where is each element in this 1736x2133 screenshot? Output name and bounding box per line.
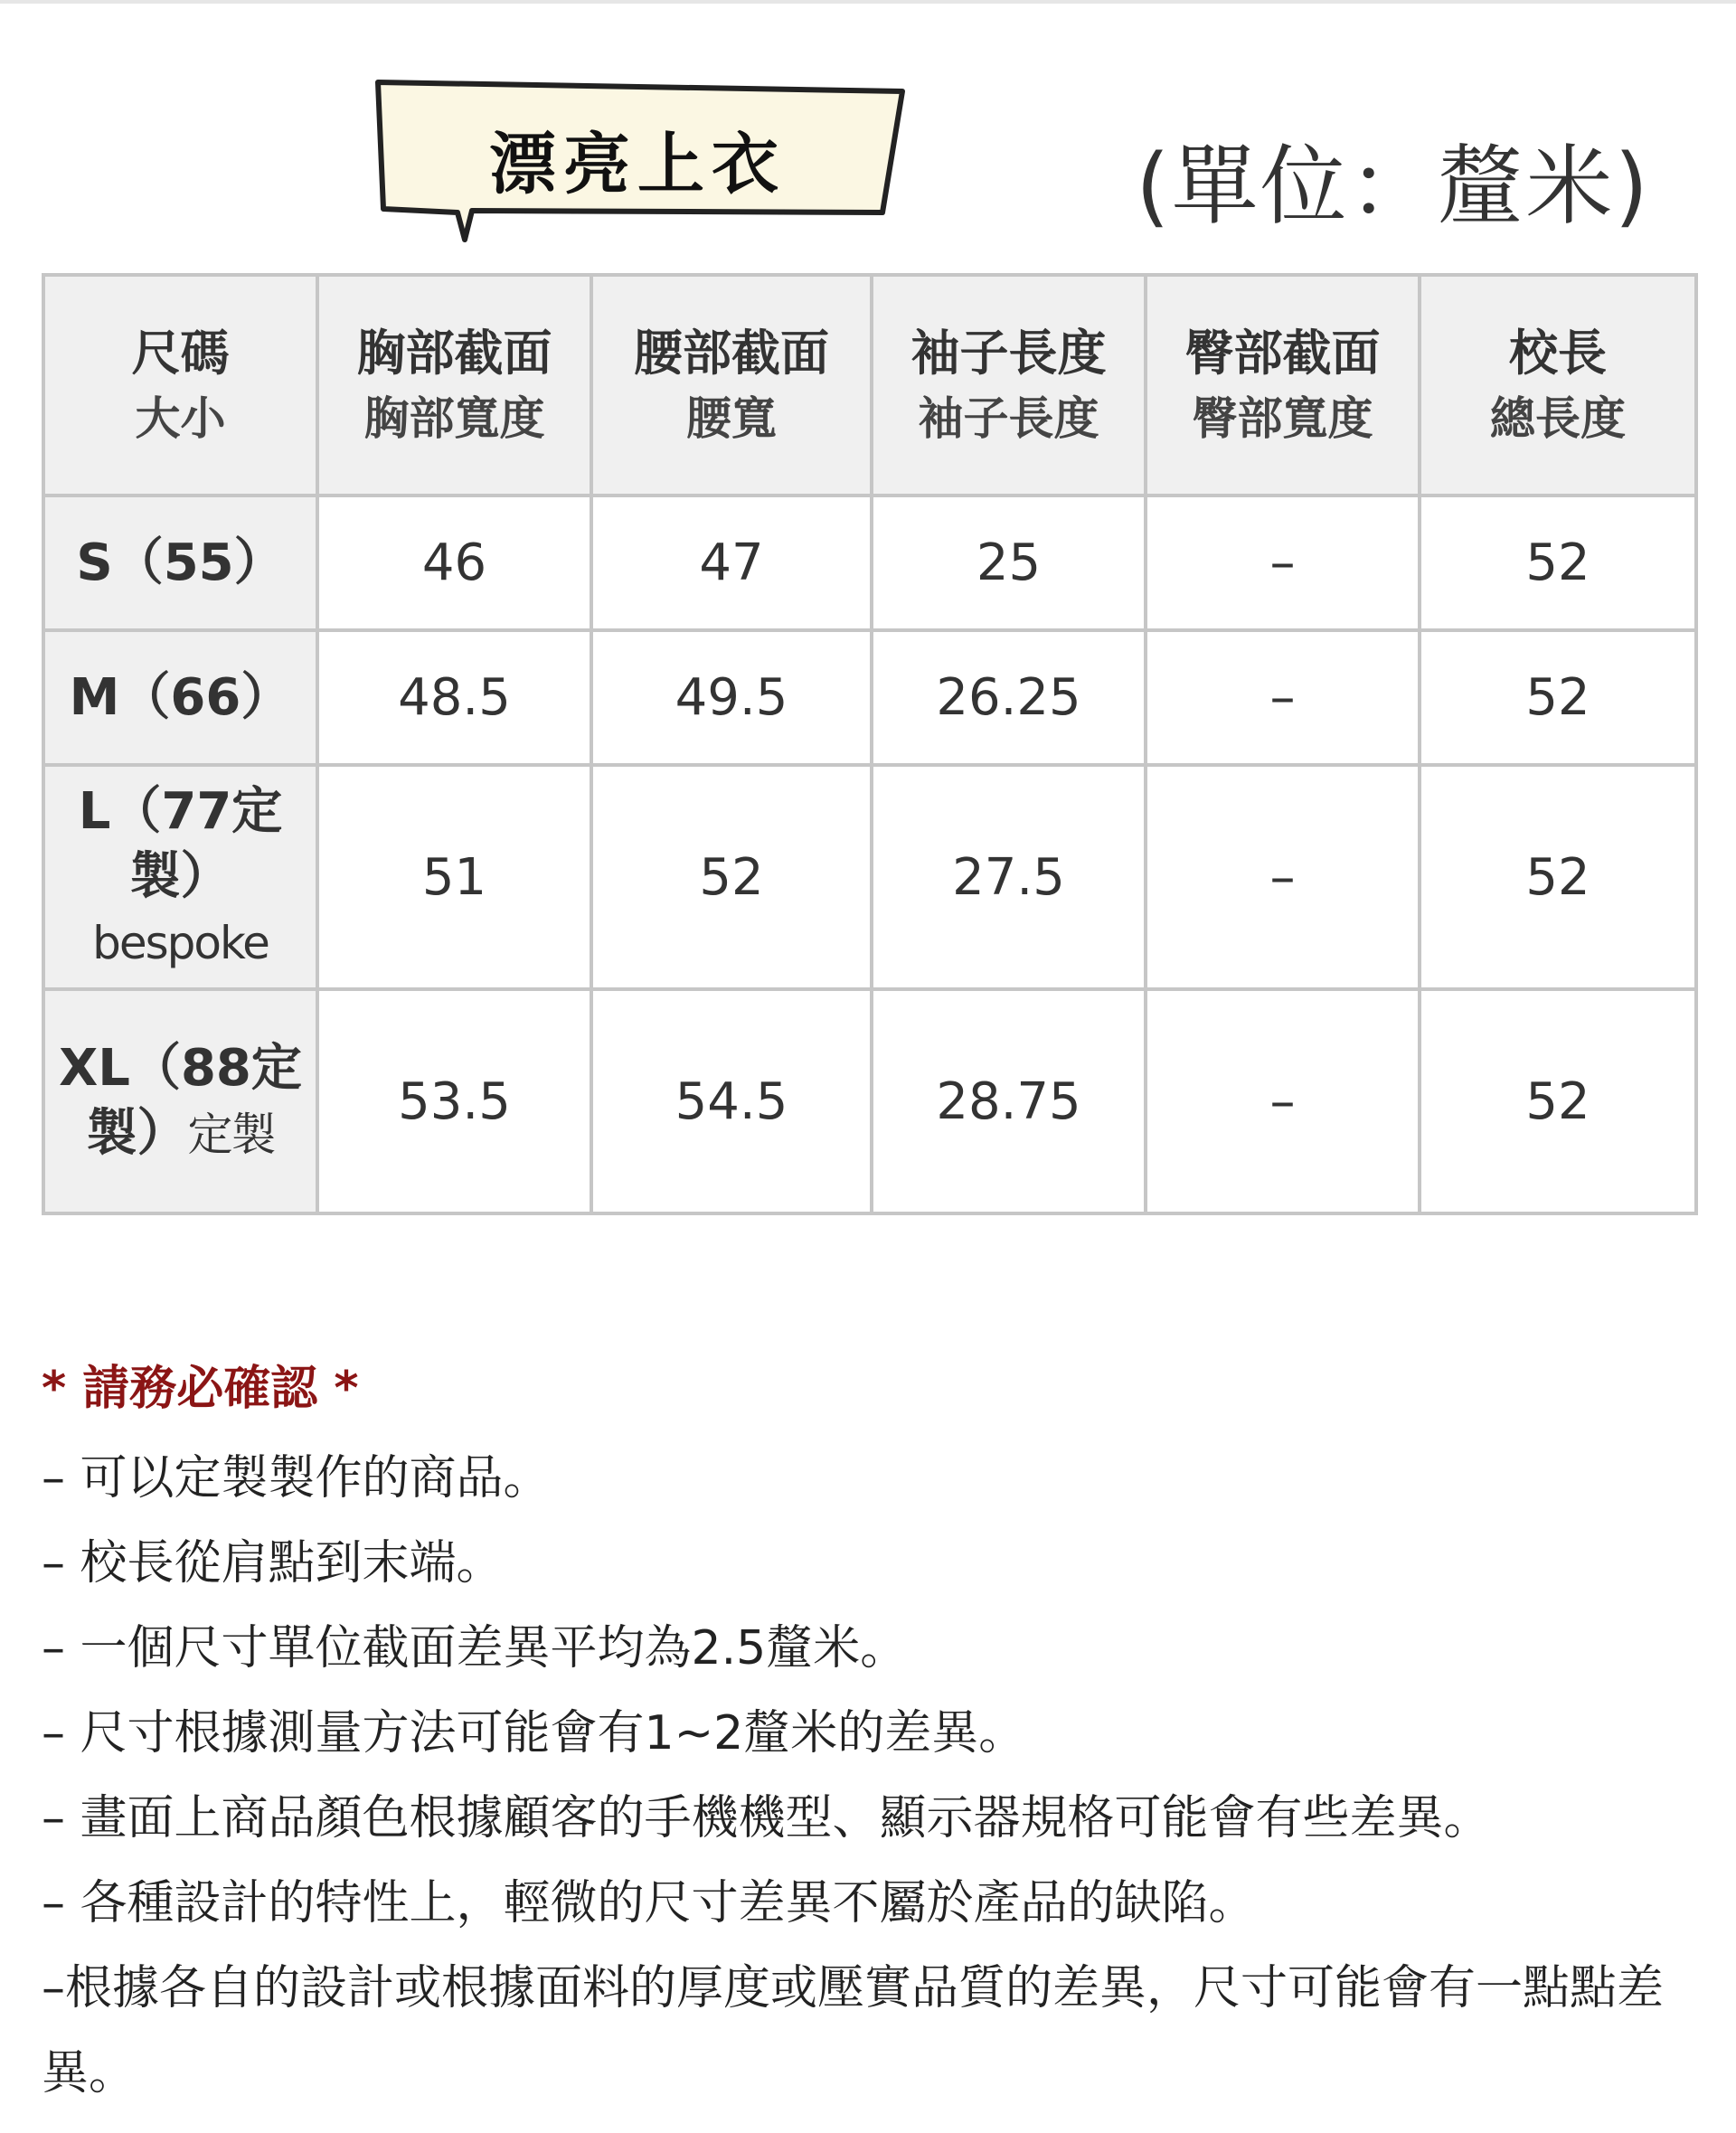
column-header-sub: 大小 [135, 392, 226, 445]
page-title: 漂亮上衣 [489, 126, 786, 203]
size-cell [43, 765, 317, 989]
size-label: XL（88定製） [59, 1038, 302, 1163]
size-cell [43, 495, 317, 630]
size-label: M（66） [69, 667, 292, 727]
table-cell: 51 [317, 765, 591, 989]
note-line: –根據各自的設計或根據面料的厚度或壓實品質的差異，尺寸可能會有一點點差異。 [42, 1961, 1665, 2100]
column-header-main: 胸部截面 [356, 325, 552, 382]
title-speech-bubble [371, 77, 913, 258]
column-header-sub: 總長度 [1490, 392, 1626, 445]
column-header [872, 275, 1146, 495]
table-row [43, 630, 1696, 765]
top-divider [0, 0, 1736, 4]
table-cell: 52 [1420, 765, 1696, 989]
table-cell: 25 [872, 495, 1146, 630]
table-cell: 48.5 [317, 630, 591, 765]
table-header-row [43, 275, 1696, 495]
notes-section [42, 1353, 1705, 2116]
notes-heading: * 請務必確認 * [42, 1362, 359, 1416]
table-cell: 52 [1420, 630, 1696, 765]
note-line: – 校長從肩點到末端。 [42, 1536, 504, 1590]
column-header [317, 275, 591, 495]
column-header [43, 275, 317, 495]
column-header-main: 臀部截面 [1184, 325, 1381, 382]
table-cell: 28.75 [872, 989, 1146, 1213]
column-header-main: 腰部截面 [634, 325, 829, 382]
note-line: – 各種設計的特性上，輕微的尺寸差異不屬於產品的缺陷。 [42, 1876, 1256, 1930]
table-cell: 27.5 [872, 765, 1146, 989]
table-cell: 52 [591, 765, 872, 989]
note-line: – 畫面上商品顏色根據顧客的手機機型、顯示器規格可能會有些差異。 [42, 1791, 1491, 1845]
table-row [43, 765, 1696, 989]
table-cell: 54.5 [591, 989, 872, 1213]
column-header-sub: 胸部寬度 [363, 392, 545, 445]
table-cell: 52 [1420, 989, 1696, 1213]
table-cell: 46 [317, 495, 591, 630]
size-table [42, 273, 1698, 1215]
note-line: – 尺寸根據測量方法可能會有1~2釐米的差異。 [42, 1706, 1026, 1760]
column-header-main: 袖子長度 [910, 325, 1107, 382]
column-header-sub: 臀部寬度 [1192, 392, 1373, 445]
table-cell: 53.5 [317, 989, 591, 1213]
table-cell: – [1146, 765, 1420, 989]
table-cell: 49.5 [591, 630, 872, 765]
table-cell: 47 [591, 495, 872, 630]
note-line: – 一個尺寸單位截面差異平均為2.5釐米。 [42, 1621, 908, 1675]
note-line: – 可以定製製作的商品。 [42, 1451, 551, 1505]
table-row [43, 989, 1696, 1213]
size-label: L（77定製） [78, 781, 283, 906]
table-cell: – [1146, 495, 1420, 630]
column-header-sub: 腰寬 [686, 392, 777, 445]
size-sublabel: bespoke [92, 916, 269, 969]
table-cell: 52 [1420, 495, 1696, 630]
table-cell: – [1146, 989, 1420, 1213]
table-row [43, 495, 1696, 630]
column-header-main: 校長 [1509, 325, 1607, 382]
size-cell [43, 989, 317, 1213]
column-header [591, 275, 872, 495]
column-header [1420, 275, 1696, 495]
unit-label: (單位：釐米) [1136, 136, 1650, 237]
size-sublabel: 定製 [187, 1108, 275, 1161]
size-label: S（55） [76, 533, 285, 592]
column-header-main: 尺碼 [131, 325, 230, 382]
size-cell [43, 630, 317, 765]
column-header [1146, 275, 1420, 495]
table-cell: 26.25 [872, 630, 1146, 765]
table-cell: – [1146, 630, 1420, 765]
column-header-sub: 袖子長度 [918, 392, 1099, 445]
